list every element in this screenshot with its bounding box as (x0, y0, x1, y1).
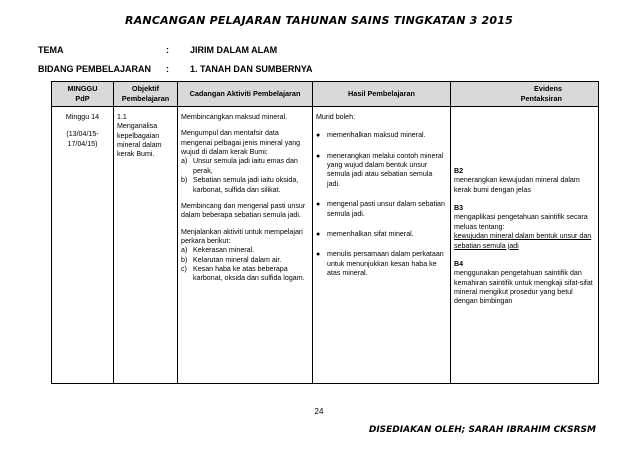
cell-minggu (52, 107, 114, 384)
header-minggu-line1: MINGGU (67, 84, 98, 94)
list-item: a) Kekerasan mineral. (181, 246, 255, 255)
evidens-b3-text: mengaplikasi pengetahuan saintifik secara meluas tentang: (454, 213, 588, 231)
cell-hasil (313, 107, 451, 384)
list-item: ● memerihalkan maksud mineral. (316, 131, 426, 140)
page-number: 24 (314, 407, 324, 416)
cadangan-para-3: Membincang dan mengenal pasti unsur dalam beberapa sebatian semula jadi. (181, 201, 306, 220)
cell-objektif (114, 107, 178, 384)
tema-label: TEMA (38, 45, 64, 55)
objektif-line2: kepelbagaian (117, 131, 160, 140)
cadangan-para-4: Menjalankan aktiviti untuk mempelajari perkara berikut: (181, 227, 303, 245)
list-item: a) Unsur semula jadi iaitu emas dan perak, (181, 157, 298, 175)
cadangan-list-1 (181, 157, 309, 194)
evidens-b2-text: menerangkan kewujudan mineral dalam kerak bumi dengan jelas (454, 176, 580, 194)
bullet-icon: ● (316, 201, 321, 209)
list-item: b) Kelarutan mineral dalam air. (181, 255, 282, 264)
bullet-icon: ● (316, 132, 321, 140)
bullet-icon: ● (316, 251, 321, 259)
tarikh-line2: 17/04/15) (67, 139, 98, 148)
header-minggu (52, 82, 114, 107)
header-objektif-line2: Pembelajaran (121, 94, 170, 103)
list-item: ● menerangkan melalui contoh mineral yang wujud dalam bentuk unsur semula jadi atau sebatian semula jadi. (316, 151, 444, 188)
header-evidens-line2: Pentaksiran (520, 94, 562, 103)
bullet-icon: ● (316, 152, 321, 160)
evidens-b3: B3 (454, 204, 464, 213)
minggu-label: Minggu 14 (65, 113, 100, 121)
footer-credit: DISEDIAKAN OLEH; SARAH IBRAHIM CKSRSM (368, 425, 596, 435)
list-item: ● menulis persamaan dalam perkataan untuk menunjukkan kesan haba ke atas mineral. (316, 250, 444, 277)
header-evidens-line1: Evidens (534, 84, 562, 94)
header-cadangan: Cadangan Aktiviti Pembelajaran (178, 82, 313, 107)
header-objektif (114, 82, 178, 107)
hasil-intro: Murid boleh: (316, 113, 356, 121)
cadangan-para-1: Membincangkan maksud mineral. (181, 113, 288, 121)
evidens-b4-text: menggunakan pengetahuan saintifik dan kemahiran saintifik untuk mengkaji sifat-sifat mineral mengikut prosedur yang betul dengan bimbingan (454, 269, 593, 306)
bidang-value: 1. TANAH DAN SUMBERNYA (190, 64, 313, 74)
lesson-plan-table (51, 81, 599, 384)
cell-evidens (451, 107, 599, 384)
table-header-row (52, 82, 599, 107)
tarikh-line1: (13/04/15- (66, 130, 99, 139)
evidens-content (454, 167, 595, 307)
header-hasil: Hasil Pembelajaran (313, 82, 451, 107)
list-item: b) Sebatian semula jadi iaitu oksida, karbonat, sulfida dan silikat. (181, 176, 299, 194)
cadangan-list-2 (181, 246, 309, 283)
evidens-b3-underlined: kewujudan mineral dalam bentuk unsur dan sebatian semula jadi (454, 232, 592, 250)
cadangan-para-2: Mengumpul dan mentafsir data mengenai pelbagai jenis mineral yang wujud di dalam kerak Bumi: (181, 129, 301, 157)
objektif-number: 1.1 (117, 113, 127, 121)
tema-value: JIRIM DALAM ALAM (190, 45, 278, 55)
list-item: c) Kesan haba ke atas beberapa karbonat, oksida dan sulfida logam. (181, 265, 305, 283)
list-item: ● memerihalkan sifat mineral. (316, 229, 414, 238)
objektif-line1: Menganalisa (117, 122, 158, 131)
header-evidens (451, 82, 599, 107)
bidang-colon: : (166, 64, 169, 74)
cell-cadangan (178, 107, 313, 384)
document-title: RANCANGAN PELAJARAN TAHUNAN SAINS TINGKATAN 3 2015 (125, 14, 513, 27)
header-objektif-line1: Objektif (131, 84, 160, 94)
objektif-line4: kerak Bumi. (117, 150, 155, 159)
evidens-b4: B4 (454, 259, 464, 268)
list-item: ● mengenal pasti unsur dalam sebatian semula jadi. (316, 200, 445, 218)
hasil-list (316, 131, 447, 278)
bidang-label: BIDANG PEMBELAJARAN (38, 64, 152, 74)
header-minggu-line2: PdP (75, 94, 90, 103)
tema-colon: : (166, 45, 169, 55)
table-row (52, 107, 599, 384)
bullet-icon: ● (316, 230, 321, 238)
objektif-line3: mineral dalam (117, 141, 162, 150)
evidens-b2: B2 (454, 167, 464, 175)
